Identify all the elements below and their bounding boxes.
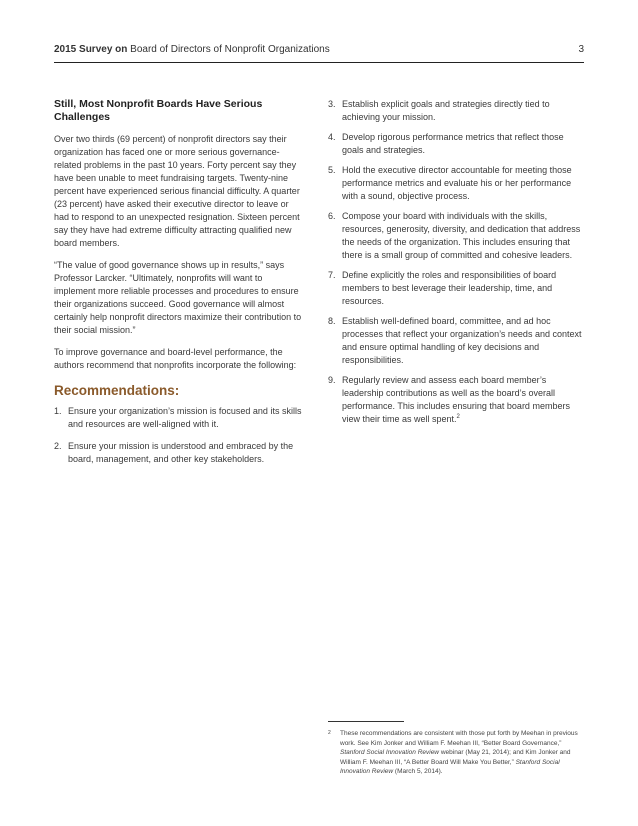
item-number: 3. — [328, 99, 336, 109]
footnote-part: webinar (May 21, 2014); and Kim Jonker and William F. Meehan III, “A Better Board Will Make You Better,” — [340, 749, 571, 766]
item-number: 1. — [54, 406, 62, 416]
item-number: 4. — [328, 132, 336, 142]
item-text: Hold the executive director accountable for meeting those performance metrics and evaluate his or her performance with a sound, objective process. — [342, 165, 572, 201]
item-text-body: Regularly review and assess each board member’s leadership contributions as well as the board’s overall performance. This includes ensuring that board members view their time as well spent. — [342, 375, 570, 424]
item-text: Establish explicit goals and strategies directly tied to achieving your mission. — [342, 99, 550, 122]
item-text: Define explicitly the roles and responsibilities of board members to best leverage their leadership, time, and resources. — [342, 270, 557, 306]
footnote-journal: Stanford Social Innovation Review — [340, 749, 440, 756]
section-heading: Still, Most Nonprofit Boards Have Serious Challenges — [54, 98, 263, 123]
item-number: 5. — [328, 165, 336, 175]
footnote-reference: 2 — [456, 414, 460, 420]
header-title — [54, 44, 330, 55]
item-text — [342, 374, 586, 426]
right-column — [328, 98, 586, 433]
item-text: Ensure your mission is understood and embraced by the board, management, and other key stakeholders. — [68, 441, 294, 464]
recommendation-item — [328, 315, 586, 367]
recommendation-item — [328, 374, 586, 426]
item-number: 8. — [328, 316, 336, 326]
recommendation-item — [328, 98, 586, 124]
recommendations-list-right — [328, 98, 586, 426]
recommendations-list-left — [54, 405, 304, 466]
recommendation-item — [54, 440, 304, 466]
recommendation-item — [328, 164, 586, 203]
item-number: 2. — [54, 441, 62, 451]
item-text: Compose your board with individuals with the skills, resources, generosity, diversity, and dedication that address the needs of the organization. This includes ensuring that there is a small group of committed and cohesive leaders. — [342, 211, 581, 260]
recommendation-item — [328, 269, 586, 308]
item-number: 7. — [328, 270, 336, 280]
page-header — [54, 44, 584, 55]
item-text: Develop rigorous performance metrics that reflect those goals and strategies. — [342, 132, 564, 155]
footnote-number: 2 — [328, 730, 331, 736]
paragraph: Over two thirds (69 percent) of nonprofit directors say their organization has faced one or more serious governance-related problems in the past 10 years. Forty percent say they have been unable to meet fundraising targets. Twenty-nine percent have experienced serious financial difficulty. A quarter (23 percent) have asked their executive director to leave or had to respond to an unexpected resignation. Sixteen percent say they have had extreme difficulty attracting qualified new board members. — [54, 134, 300, 248]
footnote-part: (March 5, 2014). — [393, 768, 443, 775]
footnote-text — [340, 729, 586, 777]
paragraph: “The value of good governance shows up in results,” says Professor Larcker. “Ultimately, nonprofits will want to implement more reliable processes and procedures to ensure their organizations succeed. Good governance will almost certainly help nonprofit directors maximize their contribution to their social mission.” — [54, 260, 302, 335]
recommendation-item — [54, 405, 304, 431]
item-text: Ensure your organization’s mission is focused and its skills and resources are well-aligned with it. — [68, 406, 302, 429]
item-text: Establish well-defined board, committee, and ad hoc processes that reflect your organization’s needs and context and ensure optimal handling of key decisions and responsibilities. — [342, 316, 582, 365]
footnote — [328, 729, 586, 777]
footnote-rule — [328, 721, 404, 722]
footnote-part: These recommendations are consistent with those put forth by Meehan in previous work. See Kim Jonker and William F. Meehan III, “Better Board Governance,” — [340, 730, 578, 747]
header-rule — [54, 62, 584, 63]
item-number: 6. — [328, 211, 336, 221]
left-column — [54, 98, 304, 475]
paragraph: To improve governance and board-level performance, the authors recommend that nonprofits incorporate the following: — [54, 347, 297, 370]
header-title-bold: 2015 Survey on — [54, 44, 128, 55]
recommendations-heading: Recommendations: — [54, 383, 180, 398]
item-number: 9. — [328, 375, 336, 385]
recommendation-item — [328, 131, 586, 157]
recommendation-item — [328, 210, 586, 262]
header-title-rest: Board of Directors of Nonprofit Organizations — [127, 44, 330, 55]
footnote-journal: Stanford Social Innovation Review — [340, 758, 560, 775]
page-number: 3 — [578, 44, 584, 55]
